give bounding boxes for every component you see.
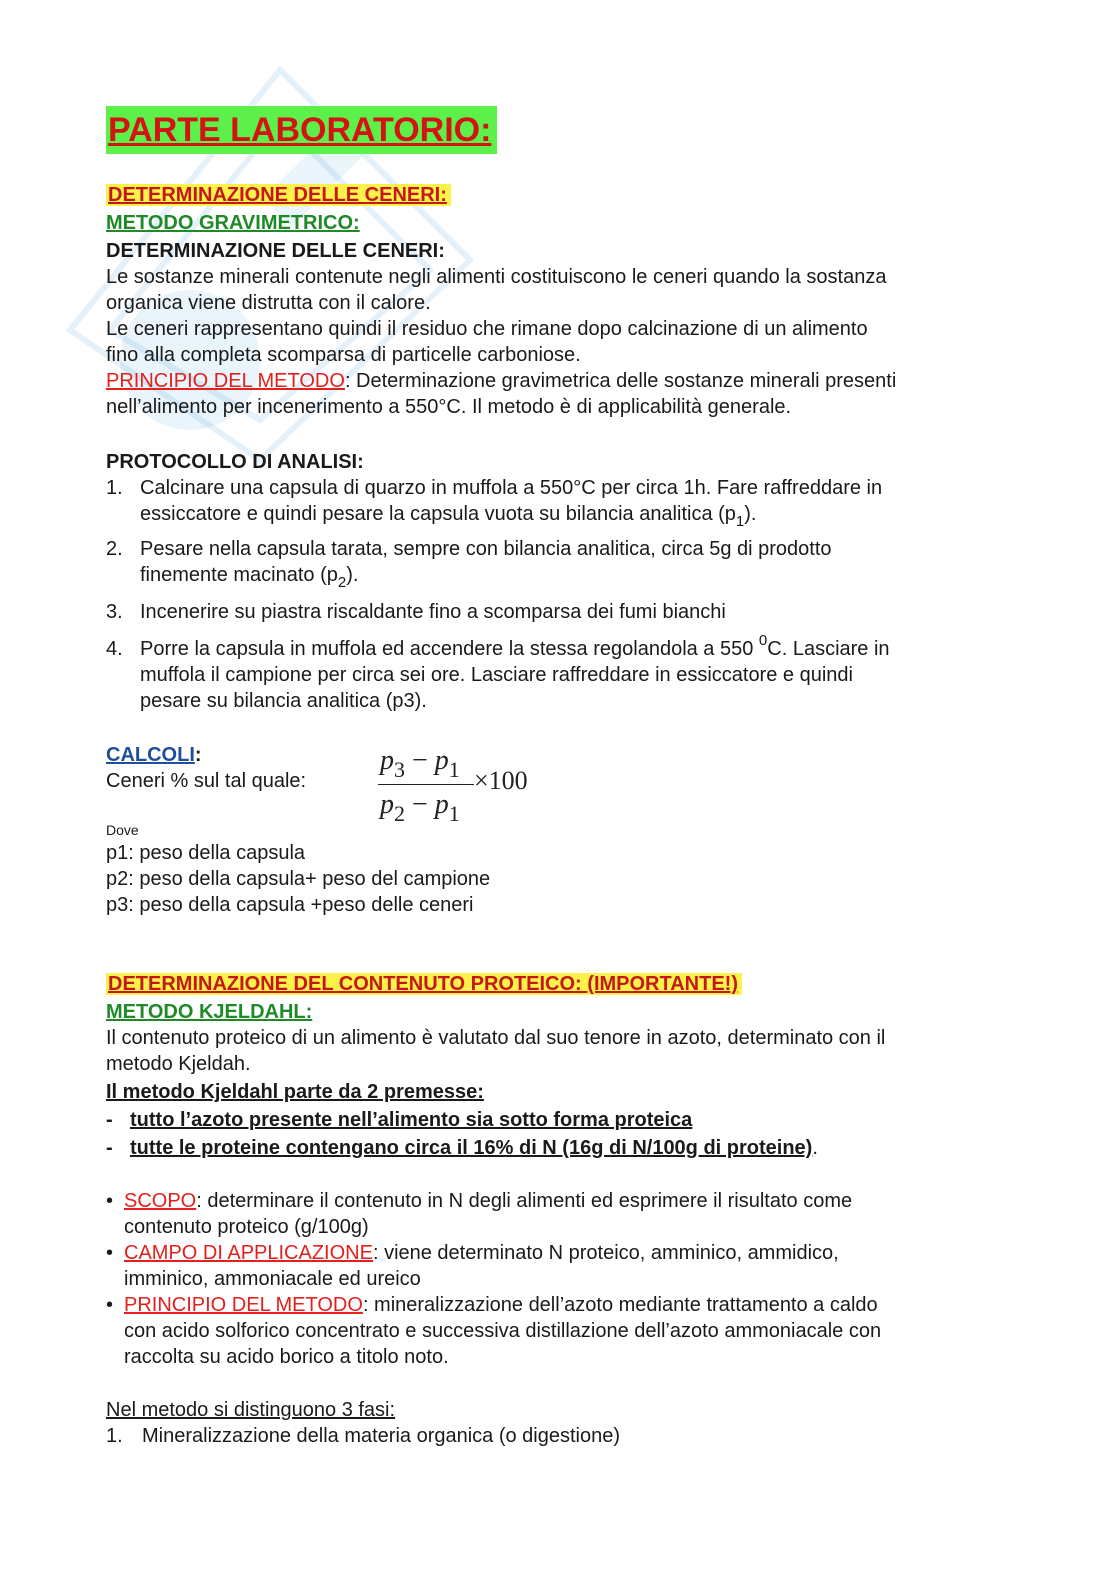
bullet-line: PRINCIPIO DEL METODO: mineralizzazione dell’azoto mediante trattamento a caldo [124, 1294, 878, 1316]
method-gravimetrico: METODO GRAVIMETRICO: [106, 212, 360, 234]
definition-line: p1: peso della capsula [106, 842, 306, 864]
step-number: 4. [106, 638, 123, 660]
bullet-line: CAMPO DI APPLICAZIONE: viene determinato N proteico, amminico, ammidico, [124, 1242, 839, 1264]
calc-heading: CALCOLI: [106, 744, 202, 766]
paragraph-line: fino alla completa scomparsa di particelle carboniose. [106, 344, 581, 366]
step-line: Pesare nella capsula tarata, sempre con bilancia analitica, circa 5g di prodotto [140, 538, 832, 560]
dash-marker: - [106, 1137, 113, 1159]
page-title: PARTE LABORATORIO: [106, 106, 497, 154]
bullet-marker: • [106, 1242, 114, 1264]
subheading-ceneri: DETERMINAZIONE DELLE CENERI: [106, 240, 445, 262]
step-number: 2. [106, 538, 123, 560]
principle-line: nell’alimento per incenerimento a 550°C. Il metodo è di applicabilità generale. [106, 396, 792, 418]
protocol-heading: PROTOCOLLO DI ANALISI: [106, 451, 364, 473]
bullet-line: imminico, ammoniacale ed ureico [124, 1268, 421, 1290]
premises-heading: Il metodo Kjeldahl parte da 2 premesse: [106, 1081, 484, 1103]
phase-number: 1. [106, 1425, 123, 1447]
principle-label: PRINCIPIO DEL METODO [106, 370, 345, 392]
formula-numerator: $p_3 - p_1$ [380, 745, 460, 782]
formula-denominator: $p_2 - p_1$ [380, 789, 460, 826]
method-kjeldahl: METODO KJELDAHL: [106, 1001, 313, 1023]
step-line: Incenerire su piastra riscaldante fino a scomparsa dei fumi bianchi [140, 601, 726, 623]
definition-line: p3: peso della capsula +peso delle ceneri [106, 894, 474, 916]
step-number: 1. [106, 477, 123, 499]
phase-line: Mineralizzazione della materia organica (o digestione) [142, 1425, 621, 1447]
principle-line: PRINCIPIO DEL METODO: Determinazione gravimetrica delle sostanze minerali presenti [106, 370, 897, 392]
bullet-line: raccolta su acido borico a titolo noto. [124, 1346, 449, 1368]
definition-line: p2: peso della capsula+ peso del campione [106, 868, 491, 890]
paragraph-line: Il contenuto proteico di un alimento è valutato dal suo tenore in azoto, determinato con il [106, 1027, 886, 1049]
step-number: 3. [106, 601, 123, 623]
paragraph-line: Le sostanze minerali contenute negli alimenti costituiscono le ceneri quando la sostanza [106, 266, 887, 288]
section-heading-proteico: DETERMINAZIONE DEL CONTENUTO PROTEICO: (IMPORTANTE!) [106, 971, 742, 997]
dash-marker: - [106, 1109, 113, 1131]
step-line: muffola il campione per circa sei ore. Lasciare raffreddare in essiccatore e quindi [140, 664, 853, 686]
phases-heading: Nel metodo si distinguono 3 fasi: [106, 1399, 396, 1421]
bullet-line: con acido solforico concentrato e successiva distillazione dell’azoto ammoniacale con [124, 1320, 882, 1342]
premise-line: tutto l’azoto presente nell’alimento sia sotto forma proteica [130, 1109, 693, 1131]
step-line: finemente macinato $(p_2)$. [140, 564, 359, 591]
paragraph-line: metodo Kjeldah. [106, 1053, 251, 1075]
bullet-line: contenuto proteico (g/100g) [124, 1216, 369, 1238]
fraction-bar [378, 784, 474, 785]
step-line: pesare su bilancia analitica (p3). [140, 690, 427, 712]
calc-label: Ceneri % sul tal quale: [106, 770, 307, 792]
bullet-line: SCOPO: determinare il contenuto in N degli alimenti ed esprimere il risultato come [124, 1190, 853, 1212]
premise-line: tutte le proteine contengano circa il 16% di N (16g di N/100g di proteine). [130, 1137, 818, 1159]
step-line: essiccatore e quindi pesare la capsula vuota su bilancia analitica $(p_1)$. [140, 503, 757, 530]
step-line: Porre la capsula in muffola ed accendere la stessa regolandola a 550 $^0$C. Lasciare in [140, 632, 890, 660]
ash-formula [374, 744, 554, 834]
paragraph-line: organica viene distrutta con il calore. [106, 292, 431, 314]
step-line: Calcinare una capsula di quarzo in muffola a 550°C per circa 1h. Fare raffreddare in [140, 477, 883, 499]
paragraph-line: Le ceneri rappresentano quindi il residuo che rimane dopo calcinazione di un alimento [106, 318, 868, 340]
bullet-marker: • [106, 1190, 114, 1212]
section-heading-ceneri: DETERMINAZIONE DELLE CENERI: [106, 182, 451, 208]
formula-multiplier: ×100 [474, 766, 528, 795]
dove-label: Dove [106, 822, 139, 838]
bullet-marker: • [106, 1294, 114, 1316]
